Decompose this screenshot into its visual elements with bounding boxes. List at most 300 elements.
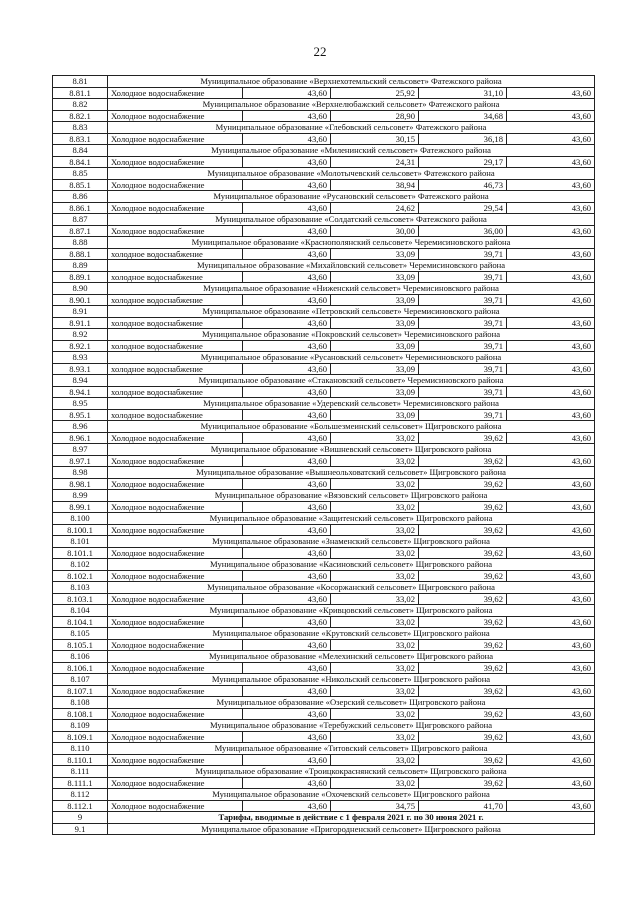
municipality-row	[53, 743, 595, 755]
tariff-row	[53, 87, 595, 99]
service-name: Холодное водоснабжение	[108, 754, 243, 766]
municipality-name: Муниципальное образование «Краснополянский сельсовет» Черемисиновского района	[108, 237, 595, 249]
municipality-name: Муниципальное образование «Вышнеольховатский сельсовет» Щигровского района	[108, 467, 595, 479]
row-number: 8.105.1	[53, 639, 108, 651]
tariff-value: 36,00	[419, 225, 507, 237]
municipality-name: Муниципальное образование «Озерский сельсовет» Щигровского района	[108, 697, 595, 709]
service-name: Холодное водоснабжение	[108, 777, 243, 789]
municipality-name: Муниципальное образование «Удеревский сельсовет» Черемисиновского района	[108, 398, 595, 410]
tariff-value: 33,02	[331, 478, 419, 490]
municipality-name: Муниципальное образование «Знаменский сельсовет» Щигровского района	[108, 536, 595, 548]
row-number: 8.109	[53, 720, 108, 732]
service-name: Холодное водоснабжение	[108, 616, 243, 628]
tariff-value: 43,60	[507, 432, 595, 444]
municipality-row	[53, 306, 595, 318]
tariff-row	[53, 110, 595, 122]
tariff-row	[53, 662, 595, 674]
tariff-value: 43,60	[507, 777, 595, 789]
row-number: 8.82.1	[53, 110, 108, 122]
row-number: 8.103	[53, 582, 108, 594]
tariff-row	[53, 524, 595, 536]
tariff-value: 39,62	[419, 432, 507, 444]
tariff-row	[53, 225, 595, 237]
service-name: холодное водоснабжение	[108, 386, 243, 398]
municipality-name: Муниципальное образование «Стакановский сельсовет» Черемисиновского района	[108, 375, 595, 387]
row-number: 8.87.1	[53, 225, 108, 237]
tariff-value: 43,60	[243, 179, 331, 191]
service-name: Холодное водоснабжение	[108, 547, 243, 559]
tariff-row	[53, 708, 595, 720]
tariff-value: 43,60	[243, 455, 331, 467]
row-number: 8.101	[53, 536, 108, 548]
tariff-value: 39,62	[419, 547, 507, 559]
tariff-value: 33,09	[331, 363, 419, 375]
tariff-value: 43,60	[243, 294, 331, 306]
row-number: 8.87	[53, 214, 108, 226]
row-number: 8.86.1	[53, 202, 108, 214]
tariff-value: 43,60	[243, 754, 331, 766]
tariff-value: 33,09	[331, 248, 419, 260]
municipality-name: Муниципальное образование «Русановский сельсовет» Черемисиновского района	[108, 352, 595, 364]
tariff-value: 33,02	[331, 685, 419, 697]
section-header-row	[53, 812, 595, 824]
municipality-name: Муниципальное образование «Миленинский сельсовет» Фатежского района	[108, 145, 595, 157]
tariff-value: 34,75	[331, 800, 419, 812]
tariff-value: 38,94	[331, 179, 419, 191]
service-name: Холодное водоснабжение	[108, 501, 243, 513]
municipality-name: Муниципальное образование «Титовский сельсовет» Щигровского района	[108, 743, 595, 755]
service-name: Холодное водоснабжение	[108, 110, 243, 122]
tariff-value: 39,62	[419, 593, 507, 605]
row-number: 8.83.1	[53, 133, 108, 145]
municipality-name: Муниципальное образование «Петровский сельсовет» Черемисиновского района	[108, 306, 595, 318]
tariff-row	[53, 386, 595, 398]
tariff-value: 31,10	[419, 87, 507, 99]
municipality-row	[53, 214, 595, 226]
service-name: холодное водоснабжение	[108, 317, 243, 329]
municipality-row	[53, 191, 595, 203]
municipality-row	[53, 467, 595, 479]
service-name: холодное водоснабжение	[108, 294, 243, 306]
municipality-row	[53, 76, 595, 88]
tariff-value: 43,60	[507, 662, 595, 674]
row-number: 9.1	[53, 823, 108, 835]
service-name: Холодное водоснабжение	[108, 593, 243, 605]
tariff-value: 33,02	[331, 455, 419, 467]
row-number: 8.96	[53, 421, 108, 433]
row-number: 8.112	[53, 789, 108, 801]
tariff-value: 39,62	[419, 570, 507, 582]
tariff-value: 33,09	[331, 409, 419, 421]
tariff-row	[53, 570, 595, 582]
tariff-value: 43,60	[507, 225, 595, 237]
tariff-row	[53, 317, 595, 329]
tariff-value: 43,60	[507, 570, 595, 582]
municipality-name: Муниципальное образование «Верхнелюбажский сельсовет» Фатежского района	[108, 99, 595, 111]
row-number: 8.100	[53, 513, 108, 525]
municipality-name: Муниципальное образование «Троицкокраснянский сельсовет» Щигровского района	[108, 766, 595, 778]
tariff-value: 33,02	[331, 616, 419, 628]
service-name: Холодное водоснабжение	[108, 87, 243, 99]
tariff-value: 43,60	[507, 708, 595, 720]
municipality-row	[53, 421, 595, 433]
tariff-value: 43,60	[243, 432, 331, 444]
row-number: 8.89	[53, 260, 108, 272]
row-number: 8.102	[53, 559, 108, 571]
row-number: 8.93	[53, 352, 108, 364]
row-number: 8.90	[53, 283, 108, 295]
row-number: 8.111.1	[53, 777, 108, 789]
municipality-row	[53, 398, 595, 410]
tariff-value: 43,60	[507, 731, 595, 743]
row-number: 8.88	[53, 237, 108, 249]
tariff-value: 43,60	[507, 524, 595, 536]
row-number: 8.107.1	[53, 685, 108, 697]
municipality-row	[53, 260, 595, 272]
row-number: 8.107	[53, 674, 108, 686]
municipality-row	[53, 674, 595, 686]
tariff-row	[53, 685, 595, 697]
municipality-row	[53, 145, 595, 157]
tariff-value: 39,71	[419, 363, 507, 375]
tariff-value: 33,09	[331, 294, 419, 306]
row-number: 8.81.1	[53, 87, 108, 99]
tariff-row	[53, 731, 595, 743]
tariff-value: 43,60	[507, 754, 595, 766]
row-number: 8.85	[53, 168, 108, 180]
service-name: Холодное водоснабжение	[108, 662, 243, 674]
tariff-value: 33,09	[331, 271, 419, 283]
tariff-row	[53, 777, 595, 789]
tariff-value: 33,02	[331, 708, 419, 720]
tariff-row	[53, 616, 595, 628]
tariff-value: 43,60	[243, 524, 331, 536]
row-number: 8.94.1	[53, 386, 108, 398]
tariff-value: 43,60	[507, 248, 595, 260]
tariff-value: 33,02	[331, 754, 419, 766]
tariff-value: 39,62	[419, 501, 507, 513]
municipality-row	[53, 651, 595, 663]
row-number: 8.112.1	[53, 800, 108, 812]
tariff-value: 39,62	[419, 616, 507, 628]
tariff-value: 39,71	[419, 409, 507, 421]
row-number: 8.92.1	[53, 340, 108, 352]
tariff-row	[53, 501, 595, 513]
tariff-value: 39,62	[419, 455, 507, 467]
municipality-name: Муниципальное образование «Защитенский сельсовет» Щигровского района	[108, 513, 595, 525]
row-number: 8.99.1	[53, 501, 108, 513]
row-number: 8.89.1	[53, 271, 108, 283]
municipality-row	[53, 536, 595, 548]
municipality-name: Муниципальное образование «Ниженский сельсовет» Черемисиновского района	[108, 283, 595, 295]
row-number: 8.93.1	[53, 363, 108, 375]
tariff-value: 43,60	[243, 409, 331, 421]
tariff-value: 39,71	[419, 340, 507, 352]
tariff-value: 43,60	[243, 478, 331, 490]
tariff-value: 43,60	[507, 363, 595, 375]
tariff-value: 43,60	[507, 593, 595, 605]
tariff-value: 43,60	[507, 317, 595, 329]
row-number: 8.110.1	[53, 754, 108, 766]
tariff-value: 33,09	[331, 340, 419, 352]
service-name: Холодное водоснабжение	[108, 731, 243, 743]
row-number: 8.106	[53, 651, 108, 663]
row-number: 8.81	[53, 76, 108, 88]
service-name: Холодное водоснабжение	[108, 478, 243, 490]
row-number: 8.96.1	[53, 432, 108, 444]
municipality-row	[53, 766, 595, 778]
tariff-value: 39,71	[419, 317, 507, 329]
municipality-name: Муниципальное образование «Вязовский сельсовет» Щигровского района	[108, 490, 595, 502]
row-number: 8.100.1	[53, 524, 108, 536]
row-number: 8.104	[53, 605, 108, 617]
tariff-row	[53, 547, 595, 559]
service-name: Холодное водоснабжение	[108, 524, 243, 536]
service-name: Холодное водоснабжение	[108, 455, 243, 467]
tariff-row	[53, 179, 595, 191]
service-name: Холодное водоснабжение	[108, 179, 243, 191]
row-number: 8.84	[53, 145, 108, 157]
municipality-name: Муниципальное образование «Глебовский сельсовет» Фатежского района	[108, 122, 595, 134]
tariff-value: 43,60	[243, 616, 331, 628]
row-number: 8.105	[53, 628, 108, 640]
tariff-value: 33,02	[331, 570, 419, 582]
tariff-value: 43,60	[507, 110, 595, 122]
tariff-value: 43,60	[243, 777, 331, 789]
tariff-value: 43,60	[507, 156, 595, 168]
row-number: 8.91.1	[53, 317, 108, 329]
tariff-value: 43,60	[507, 685, 595, 697]
tariff-value: 43,60	[243, 593, 331, 605]
municipality-name: Муниципальное образование «Солдатский сельсовет» Фатежского района	[108, 214, 595, 226]
municipality-row	[53, 559, 595, 571]
tariff-value: 43,60	[243, 386, 331, 398]
municipality-row	[53, 283, 595, 295]
row-number: 8.90.1	[53, 294, 108, 306]
tariff-value: 39,71	[419, 386, 507, 398]
tariff-value: 39,62	[419, 639, 507, 651]
tariff-value: 43,60	[243, 731, 331, 743]
tariff-row	[53, 294, 595, 306]
tariff-row	[53, 432, 595, 444]
tariff-row	[53, 409, 595, 421]
tariff-value: 29,17	[419, 156, 507, 168]
row-number: 8.94	[53, 375, 108, 387]
tariff-row	[53, 248, 595, 260]
tariff-value: 39,62	[419, 731, 507, 743]
tariff-value: 39,62	[419, 685, 507, 697]
row-number: 8.106.1	[53, 662, 108, 674]
tariff-value: 39,62	[419, 478, 507, 490]
row-number: 8.92	[53, 329, 108, 341]
tariff-value: 33,02	[331, 777, 419, 789]
tariff-value: 43,60	[243, 271, 331, 283]
tariff-value: 43,60	[243, 662, 331, 674]
municipality-name: Муниципальное образование «Кривцовский сельсовет» Щигровского района	[108, 605, 595, 617]
municipality-name: Муниципальное образование «Теребужский сельсовет» Щигровского района	[108, 720, 595, 732]
row-number: 8.109.1	[53, 731, 108, 743]
row-number: 8.97	[53, 444, 108, 456]
row-number: 8.104.1	[53, 616, 108, 628]
municipality-row	[53, 168, 595, 180]
tariff-row	[53, 800, 595, 812]
tariff-value: 28,90	[331, 110, 419, 122]
tariff-row	[53, 639, 595, 651]
tariff-row	[53, 340, 595, 352]
tariff-row	[53, 202, 595, 214]
tariff-row	[53, 593, 595, 605]
municipality-name: Муниципальное образование «Никольский сельсовет» Щигровского района	[108, 674, 595, 686]
tariff-row	[53, 156, 595, 168]
row-number: 8.95.1	[53, 409, 108, 421]
municipality-name: Муниципальное образование «Михайловский сельсовет» Черемисиновского района	[108, 260, 595, 272]
tariff-value: 33,02	[331, 547, 419, 559]
row-number: 8.102.1	[53, 570, 108, 582]
municipality-row	[53, 720, 595, 732]
row-number: 8.95	[53, 398, 108, 410]
tariff-value: 39,71	[419, 294, 507, 306]
service-name: Холодное водоснабжение	[108, 432, 243, 444]
municipality-row	[53, 490, 595, 502]
municipality-name: Муниципальное образование «Покровский сельсовет» Черемисиновского района	[108, 329, 595, 341]
tariff-row	[53, 478, 595, 490]
municipality-row	[53, 122, 595, 134]
row-number: 8.108.1	[53, 708, 108, 720]
municipality-row	[53, 375, 595, 387]
service-name: холодное водоснабжение	[108, 248, 243, 260]
tariff-value: 30,00	[331, 225, 419, 237]
service-name: Холодное водоснабжение	[108, 708, 243, 720]
municipality-row	[53, 513, 595, 525]
page-number: 22	[313, 44, 327, 59]
row-number: 8.83	[53, 122, 108, 134]
municipality-row	[53, 697, 595, 709]
row-number: 8.108	[53, 697, 108, 709]
row-number: 8.111	[53, 766, 108, 778]
tariff-value: 43,60	[507, 271, 595, 283]
service-name: холодное водоснабжение	[108, 409, 243, 421]
tariff-value: 43,60	[243, 248, 331, 260]
tariff-value: 43,60	[243, 363, 331, 375]
service-name: Холодное водоснабжение	[108, 225, 243, 237]
municipality-name: Муниципальное образование «Пригородненский сельсовет» Щигровского района	[108, 823, 595, 835]
municipality-row	[53, 352, 595, 364]
tariff-value: 24,31	[331, 156, 419, 168]
row-number: 8.82	[53, 99, 108, 111]
tariff-value: 43,60	[507, 800, 595, 812]
tariff-value: 43,60	[507, 202, 595, 214]
tariff-value: 43,60	[507, 409, 595, 421]
tariff-value: 43,60	[507, 386, 595, 398]
tariff-value: 34,68	[419, 110, 507, 122]
tariff-value: 43,60	[243, 501, 331, 513]
municipality-name: Муниципальное образование «Крутовский сельсовет» Щигровского района	[108, 628, 595, 640]
row-number: 8.98.1	[53, 478, 108, 490]
tariff-value: 43,60	[507, 547, 595, 559]
tariff-value: 43,60	[243, 202, 331, 214]
tariff-value: 43,60	[243, 685, 331, 697]
row-number: 8.91	[53, 306, 108, 318]
municipality-row	[53, 237, 595, 249]
tariff-value: 43,60	[243, 156, 331, 168]
tariff-value: 39,71	[419, 271, 507, 283]
tariff-value: 43,60	[507, 133, 595, 145]
service-name: холодное водоснабжение	[108, 363, 243, 375]
service-name: Холодное водоснабжение	[108, 685, 243, 697]
tariff-value: 43,60	[507, 340, 595, 352]
service-name: Холодное водоснабжение	[108, 133, 243, 145]
tariff-value: 39,62	[419, 524, 507, 536]
tariff-value: 39,62	[419, 662, 507, 674]
tariff-value: 43,60	[243, 133, 331, 145]
tariff-value: 33,09	[331, 317, 419, 329]
row-number: 8.86	[53, 191, 108, 203]
row-number: 9	[53, 812, 108, 824]
municipality-row	[53, 823, 595, 835]
municipality-name: Муниципальное образование «Молотычевский сельсовет» Фатежского района	[108, 168, 595, 180]
tariff-value: 33,02	[331, 501, 419, 513]
row-number: 8.98	[53, 467, 108, 479]
tariff-row	[53, 455, 595, 467]
municipality-row	[53, 582, 595, 594]
service-name: Холодное водоснабжение	[108, 156, 243, 168]
row-number: 8.101.1	[53, 547, 108, 559]
section-title: Тарифы, вводимые в действие с 1 февраля 2021 г. по 30 июня 2021 г.	[108, 812, 595, 824]
tariff-value: 43,60	[507, 616, 595, 628]
tariff-value: 33,02	[331, 593, 419, 605]
municipality-row	[53, 605, 595, 617]
municipality-row	[53, 444, 595, 456]
tariff-value: 43,60	[507, 179, 595, 191]
service-name: Холодное водоснабжение	[108, 202, 243, 214]
service-name: холодное водоснабжение	[108, 340, 243, 352]
tariff-value: 30,15	[331, 133, 419, 145]
tariff-value: 43,60	[243, 639, 331, 651]
tariff-value: 43,60	[243, 87, 331, 99]
tariff-row	[53, 133, 595, 145]
tariff-value: 43,60	[243, 317, 331, 329]
tariff-value: 43,60	[507, 478, 595, 490]
tariff-value: 43,60	[243, 225, 331, 237]
service-name: Холодное водоснабжение	[108, 570, 243, 582]
tariff-row	[53, 754, 595, 766]
municipality-name: Муниципальное образование «Касиновский сельсовет» Щигровского района	[108, 559, 595, 571]
tariff-value: 43,60	[243, 708, 331, 720]
tariff-value: 43,60	[507, 455, 595, 467]
tariff-value: 33,02	[331, 639, 419, 651]
tariff-value: 33,02	[331, 432, 419, 444]
service-name: холодное водоснабжение	[108, 271, 243, 283]
tariff-value: 36,18	[419, 133, 507, 145]
tariff-value: 43,60	[507, 639, 595, 651]
tariff-value: 43,60	[243, 340, 331, 352]
municipality-row	[53, 628, 595, 640]
tariff-value: 43,60	[243, 547, 331, 559]
municipality-name: Муниципальное образование «Верхнехотемльский сельсовет» Фатежского района	[108, 76, 595, 88]
tariff-value: 33,02	[331, 731, 419, 743]
row-number: 8.88.1	[53, 248, 108, 260]
tariff-row	[53, 271, 595, 283]
tariff-value: 43,60	[243, 570, 331, 582]
row-number: 8.103.1	[53, 593, 108, 605]
row-number: 8.85.1	[53, 179, 108, 191]
tariff-value: 39,62	[419, 777, 507, 789]
tariff-value: 29,54	[419, 202, 507, 214]
municipality-name: Муниципальное образование «Охочевский сельсовет» Щигровского района	[108, 789, 595, 801]
tariff-table	[52, 75, 595, 835]
municipality-name: Муниципальное образование «Мелехинский сельсовет» Щигровского района	[108, 651, 595, 663]
tariff-value: 25,92	[331, 87, 419, 99]
